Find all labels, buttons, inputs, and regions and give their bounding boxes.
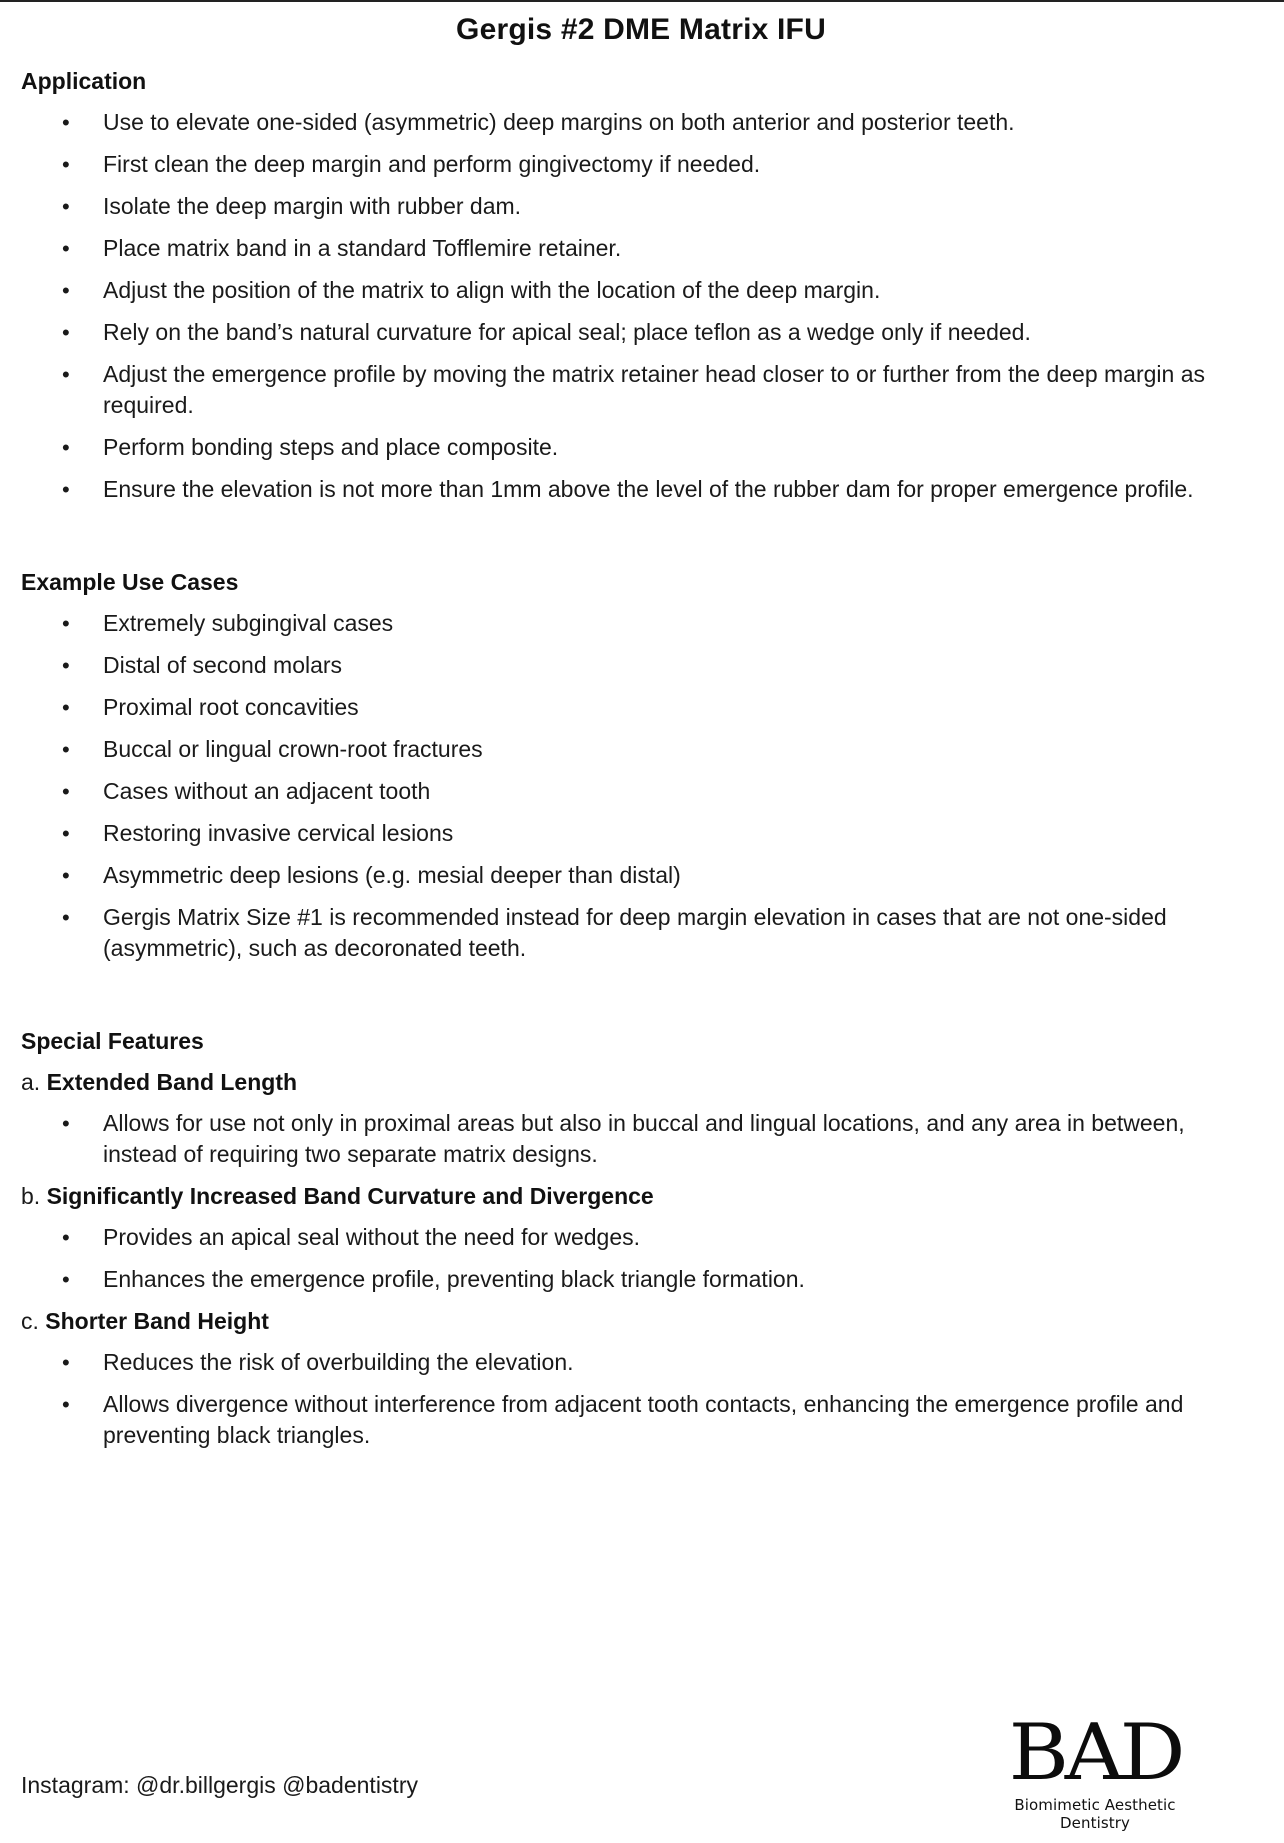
logo-subtitle: Biomimetic Aesthetic Dentistry [1014,1796,1176,1832]
feature-b-label: Significantly Increased Band Curvature and Divergence [46,1183,654,1209]
list-item: • Buccal or lingual crown-root fractures [21,734,1261,765]
feature-b-list [21,1222,1261,1295]
feature-c-list [21,1347,1261,1451]
document-page [21,12,1261,1451]
list-item: • Adjust the position of the matrix to align with the location of the deep margin. [21,275,1261,306]
use-cases-list [21,608,1261,964]
list-item: • Asymmetric deep lesions (e.g. mesial deeper than distal) [21,860,1261,891]
feature-a-list [21,1108,1261,1170]
list-item: • Rely on the band’s natural curvature for apical seal; place teflon as a wedge only if needed. [21,317,1261,348]
list-item: • Proximal root concavities [21,692,1261,723]
feature-c-prefix: c. [21,1308,39,1334]
application-section [21,66,1261,505]
feature-b-prefix: b. [21,1183,41,1209]
feature-a-heading [21,1067,1261,1097]
list-item: • Allows divergence without interference from adjacent tooth contacts, enhancing the emergence profile and preventing black triangles. [21,1389,1261,1451]
feature-a-prefix: a. [21,1069,41,1095]
feature-c-label: Shorter Band Height [45,1308,269,1334]
page-title: Gergis #2 DME Matrix IFU [456,13,826,46]
list-item: • Use to elevate one-sided (asymmetric) deep margins on both anterior and posterior teeth. [21,107,1261,138]
feature-b-heading [21,1181,1261,1211]
list-item: • Isolate the deep margin with rubber dam. [21,191,1261,222]
use-cases-section [21,567,1261,964]
list-item: • Provides an apical seal without the need for wedges. [21,1222,1261,1253]
feature-c-heading [21,1306,1261,1336]
application-list [21,107,1261,505]
logo-mark: BAD [1008,1708,1182,1798]
top-divider [0,0,1284,2]
list-item: • Place matrix band in a standard Tofflemire retainer. [21,233,1261,264]
bad-logo [985,1708,1205,1832]
list-item: • Enhances the emergence profile, preventing black triangle formation. [21,1264,1261,1295]
list-item: • Allows for use not only in proximal areas but also in buccal and lingual locations, and any area in between, instead of requiring two separate matrix designs. [21,1108,1261,1170]
list-item: • Adjust the emergence profile by moving the matrix retainer head closer to or further from the deep margin as required. [21,359,1261,421]
instagram-handles: Instagram: @dr.billgergis @badentistry [21,1772,418,1798]
application-heading: Application [21,68,147,94]
special-features-heading: Special Features [21,1028,204,1054]
list-item: • Reduces the risk of overbuilding the elevation. [21,1347,1261,1378]
list-item: • Ensure the elevation is not more than 1mm above the level of the rubber dam for proper emergence profile. [21,474,1261,505]
list-item: • Cases without an adjacent tooth [21,776,1261,807]
list-item: • Distal of second molars [21,650,1261,681]
list-item: • Perform bonding steps and place composite. [21,432,1261,463]
feature-a-label: Extended Band Length [46,1069,298,1095]
list-item: • Restoring invasive cervical lesions [21,818,1261,849]
use-cases-heading: Example Use Cases [21,569,239,595]
list-item: • Gergis Matrix Size #1 is recommended instead for deep margin elevation in cases that are not one-sided (asymmetric), such as decoronated teeth. [21,902,1261,964]
special-features-section [21,1026,1261,1451]
list-item: • Extremely subgingival cases [21,608,1261,639]
list-item: • First clean the deep margin and perform gingivectomy if needed. [21,149,1261,180]
